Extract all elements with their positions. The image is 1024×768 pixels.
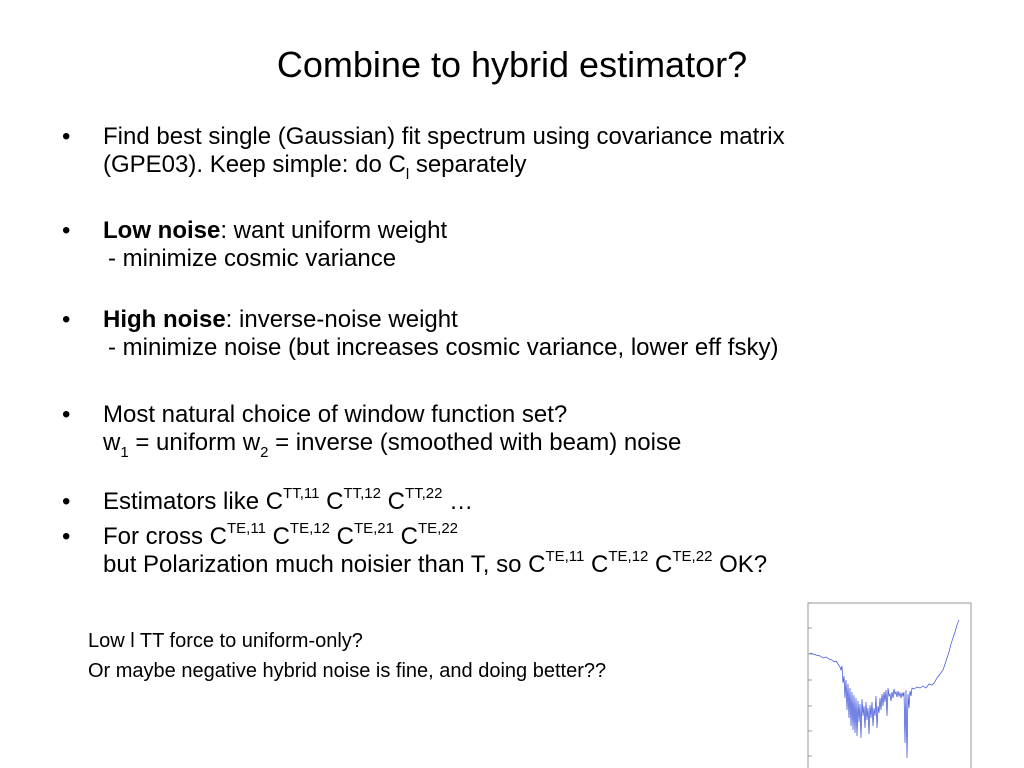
bullet-text: Find best single (Gaussian) fit spectrum using covariance matrix: [103, 123, 785, 150]
bullet-text: (GPE03). Keep simple: do $C_l$ separately: [103, 151, 527, 183]
bullet-marker: •: [62, 123, 71, 150]
bullet-subtext: - minimize noise (but increases cosmic variance, lower eff fsky): [108, 334, 779, 361]
spectrum-plot-thumbnail: [782, 598, 982, 768]
bullet-text: For cross $C^{TE,11}$ $C^{TE,12}$ $C^{TE,21}$ $C^{TE,22}$: [103, 520, 459, 550]
bullet-marker: •: [62, 488, 71, 515]
bullet-text: Estimators like $C^{TT,11}$ $C^{TT,12}$ $C^{TT,22}$ …: [103, 485, 474, 515]
plot-line: [810, 620, 959, 758]
bullet-marker: •: [62, 217, 71, 244]
notes: [88, 626, 606, 686]
bullet-text: $w_1$ = uniform $w_2$ = inverse (smoothed with beam) noise: [103, 429, 682, 461]
bullet-text: but Polarization much noisier than T, so $C^{TE,11}$ $C^{TE,12}$ $C^{TE,22}$ OK?: [103, 548, 768, 578]
bullet-text: High noise: inverse-noise weight: [103, 306, 458, 333]
bullet-text: Low noise: want uniform weight: [103, 217, 448, 244]
bullet-text: Most natural choice of window function set?: [103, 401, 568, 428]
bullet-marker: •: [62, 401, 71, 428]
plot-frame: [808, 603, 971, 768]
note-low-l: Low l TT force to uniform-only?: [88, 630, 363, 652]
note-negative-noise: Or maybe negative hybrid noise is fine, and doing better??: [88, 660, 607, 682]
slide-title: Combine to hybrid estimator?: [276, 44, 748, 85]
bullet-subtext: - minimize cosmic variance: [108, 245, 397, 272]
bullet-marker: •: [62, 523, 71, 550]
plot-ticks: [808, 603, 812, 756]
bullet-marker: •: [62, 306, 71, 333]
